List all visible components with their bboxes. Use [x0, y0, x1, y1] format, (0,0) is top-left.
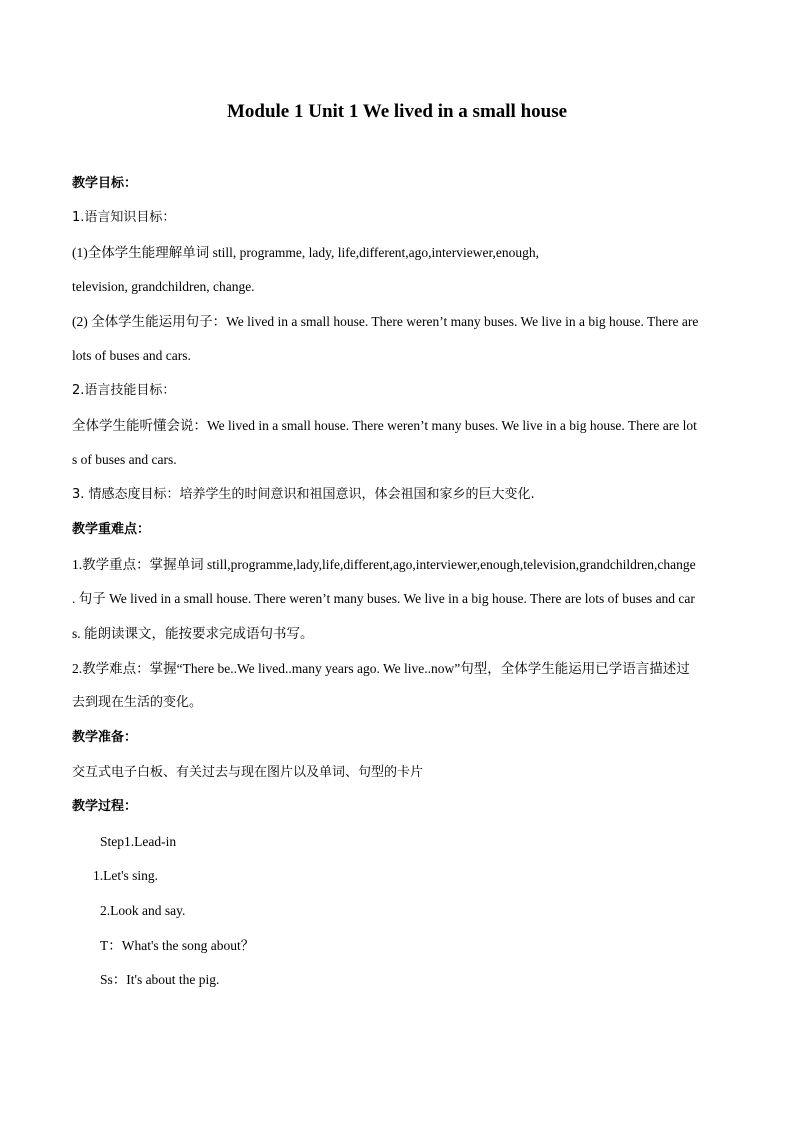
- objective-emotional-attitude: 3. 情感态度目标：培养学生的时间意识和祖国意识，体会祖国和家乡的巨大变化.: [72, 487, 535, 502]
- document-title: Module 1 Unit 1 We lived in a small house: [226, 101, 568, 122]
- step-look-and-say: 2.Look and say.: [100, 903, 186, 918]
- objective-words-line-1: (1)全体学生能理解单词 still, programme, lady, life,different,ago,interviewer,enough,: [72, 245, 539, 260]
- difficult-points-line-1: 2.教学难点：掌握“There be..We lived..many years ago. We live..now”句型，全体学生能运用已学语言描述过: [72, 661, 690, 676]
- heading-teaching-process: 教学过程：: [72, 799, 138, 814]
- heading-teaching-objectives: 教学目标：: [72, 176, 138, 191]
- objective-sentences-line-2: lots of buses and cars.: [72, 348, 191, 363]
- heading-key-difficult-points: 教学重难点：: [72, 522, 151, 537]
- dialogue-students: Ss：It's about the pig.: [100, 972, 220, 987]
- skills-line-1: 全体学生能听懂会说：We lived in a small house. There weren’t many buses. We live in a big house. There are lot: [72, 418, 697, 433]
- step1-lead-in: Step1.Lead-in: [100, 834, 177, 849]
- skills-line-2: s of buses and cars.: [72, 452, 177, 467]
- step-lets-sing: 1.Let's sing.: [93, 868, 159, 883]
- objective-language-knowledge: 1.语言知识目标：: [72, 210, 176, 225]
- difficult-points-line-2: 去到现在生活的变化。: [72, 695, 203, 710]
- objective-sentences-line-1: (2) 全体学生能运用句子：We lived in a small house. There weren’t many buses. We live in a big house. There are: [72, 314, 699, 329]
- objective-language-skills: 2.语言技能目标：: [72, 383, 176, 398]
- key-points-line-3: s. 能朗读课文，能按要求完成语句书写。: [72, 626, 314, 641]
- preparation-content: 交互式电子白板、有关过去与现在图片以及单词、句型的卡片: [72, 765, 424, 780]
- objective-words-line-2: television, grandchildren, change.: [72, 279, 255, 294]
- key-points-line-2: . 句子 We lived in a small house. There weren’t many buses. We live in a big house. There are lots of buses and car: [72, 591, 695, 606]
- dialogue-teacher: T：What's the song about？: [100, 938, 255, 953]
- key-points-line-1: 1.教学重点：掌握单词 still,programme,lady,life,different,ago,interviewer,enough,television,grandchildren,change: [72, 557, 696, 572]
- heading-teaching-preparation: 教学准备：: [72, 730, 138, 745]
